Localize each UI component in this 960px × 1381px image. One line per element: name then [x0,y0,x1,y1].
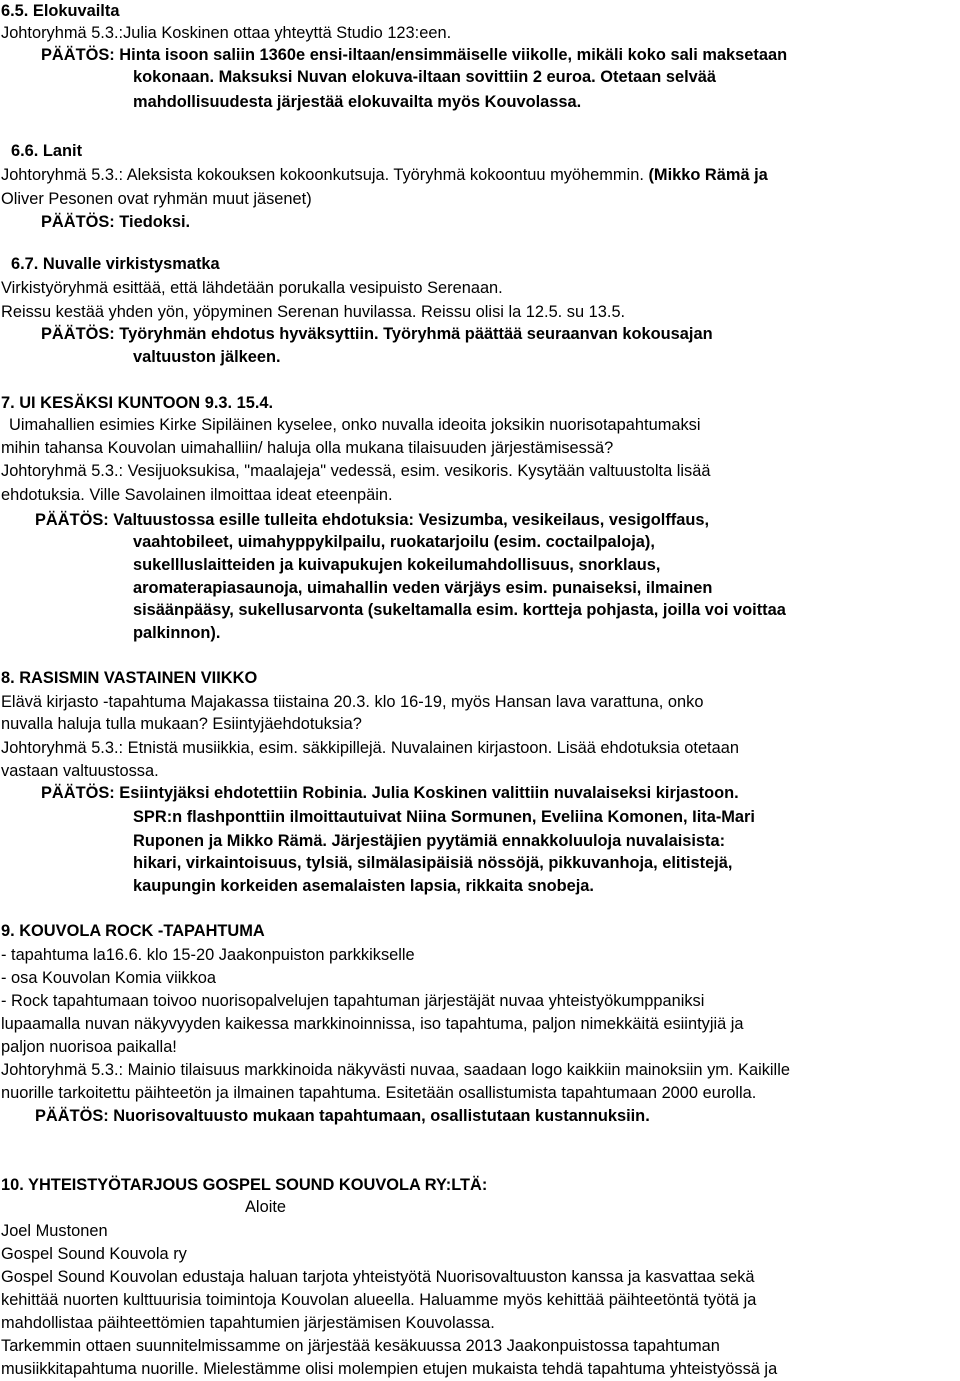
paragraph-line: nuvalla haluja tulla mukaan? Esiintyjäehdotuksia? [1,715,362,733]
decision-line: vaahtobileet, uimahyppykilpailu, ruokatarjoilu (esim. coctailpaloja), [133,533,655,551]
decision-line: aromaterapiasaunoja, uimahallin veden värjäys esim. punaiseksi, ilmainen [133,579,713,597]
decision-line: PÄÄTÖS: Valtuustossa esille tulleita ehdotuksia: Vesizumba, vesikeilaus, vesigolffaus, [35,511,710,529]
paragraph-line: nuorille tarkoitettu päihteetön ja ilmainen tapahtuma. Esitetään osallistumista tapahtumaan 2000 eurolla. [1,1084,757,1102]
paragraph-line: Gospel Sound Kouvolan edustaja haluan tarjota yhteistyötä Nuorisovaltuuston kanssa ja kasvattaa sekä [1,1268,755,1286]
decision-line: kaupungin korkeiden asemalaisten lapsia, rikkaita snobeja. [133,877,594,895]
decision-line: valtuuston jälkeen. [133,348,281,366]
paragraph-line: - tapahtuma la16.6. klo 15-20 Jaakonpuiston parkkikselle [1,946,415,964]
paragraph-line: musiikkitapahtuma nuorille. Mielestämme olisi molempien etujen mukaista tehdä tapahtuma yhteistyössä ja [1,1360,778,1378]
decision-line: PÄÄTÖS: Tiedoksi. [41,213,191,231]
decision-line: palkinnon). [133,624,221,642]
section-heading-9: 9. KOUVOLA ROCK -TAPAHTUMA [1,922,265,940]
paragraph-line: Virkistyöryhmä esittää, että lähdetään porukalla vesipuisto Serenaan. [1,279,503,297]
decision-line: kokonaan. Maksuksi Nuvan elokuva-iltaan sovittiin 2 euroa. Otetaan selvää [133,68,716,86]
decision-line: hikari, virkaintoisuus, tylsiä, silmälasipäisiä nössöjä, pikkuvanhoja, elitistejä, [133,854,733,872]
decision-line: Ruponen ja Mikko Rämä. Järjestäjien pyytämiä ennakkoluuloja nuvalaisista: [133,832,726,850]
section-heading-7: 7. UI KESÄKSI KUNTOON 9.3. 15.4. [1,394,274,412]
paragraph-line: Tarkemmin ottaen suunnitelmissamme on järjestää kesäkuussa 2013 Jaakonpuistossa tapahtuman [1,1337,720,1355]
section-heading-10: 10. YHTEISTYÖTARJOUS GOSPEL SOUND KOUVOLA RY:LTÄ: [1,1176,488,1194]
paragraph-line: Johtoryhmä 5.3.:Julia Koskinen ottaa yhteyttä Studio 123:een. [1,24,452,42]
paragraph-line: - osa Kouvolan Komia viikkoa [1,969,217,987]
paragraph-line: Oliver Pesonen ovat ryhmän muut jäsenet) [1,190,312,208]
decision-line: PÄÄTÖS: Hinta isoon saliin 1360e ensi-iltaan/ensimmäiselle viikolle, mikäli koko sali maksetaan [41,46,788,64]
decision-line: sukellluslaitteiden ja kuivapukujen kokeilumahdollisuus, snorklaus, [133,556,661,574]
paragraph-line: lupaamalla nuvan näkyvyyden kaikessa markkinoinnissa, iso tapahtuma, paljon nimekkäitä esiintyjiä ja [1,1015,744,1033]
decision-line: PÄÄTÖS: Esiintyjäksi ehdotettiin Robinia. Julia Koskinen valittiin nuvalaiseksi kirjastoon. [41,784,739,802]
decision-line: PÄÄTÖS: Työryhmän ehdotus hyväksyttiin. Työryhmä päättää seuraanvan kokousajan [41,325,713,343]
decision-line: SPR:n flashponttiin ilmoittautuivat Niina Sormunen, Eveliina Komonen, Iita-Mari [133,808,755,826]
paragraph-line: Johtoryhmä 5.3.: Vesijuoksukisa, "maalajeja" vedessä, esim. vesikoris. Kysytään valtuustolta lisää [1,462,711,480]
section-heading-6-5: 6.5. Elokuvailta [1,2,120,20]
author-name: Joel Mustonen [1,1222,108,1240]
paragraph-line: mahdollistaa päihteettömien tapahtumien järjestämisen Kouvolassa. [1,1314,495,1332]
paragraph-line: ehdotuksia. Ville Savolainen ilmoittaa ideat eteenpäin. [1,486,393,504]
paragraph-line: Reissu kestää yhden yön, yöpyminen Serenan huvilassa. Reissu olisi la 12.5. su 13.5. [1,303,626,321]
paragraph-line: Johtoryhmä 5.3.: Aleksista kokouksen kokoonkutsuja. Työryhmä kokoontuu myöhemmin. (Mikko Rämä ja [1,166,768,184]
paragraph-line: kehittää nuorten kulttuurisia toimintoja Kouvolan alueella. Haluamme myös kehittää päihteetöntä työtä ja [1,1291,757,1309]
decision-line: sisäänpääsy, sukellusarvonta (sukeltamalla esim. kortteja pohjasta, joilla voi voittaa [133,601,786,619]
paragraph-line: - Rock tapahtumaan toivoo nuorisopalvelujen tapahtuman järjestäjät nuvaa yhteistyökumppaniksi [1,992,705,1010]
paragraph-line: paljon nuorisoa paikalla! [1,1038,177,1056]
paragraph-line: mihin tahansa Kouvolan uimahalliin/ haluja olla mukana tilaisuuden järjestämisessä? [1,439,614,457]
paragraph-line: Uimahallien esimies Kirke Sipiläinen kyselee, onko nuvalla ideoita joksikin nuorisotapahtumaksi [9,416,701,434]
subheading: Aloite [245,1198,287,1216]
decision-line: PÄÄTÖS: Nuorisovaltuusto mukaan tapahtumaan, osallistutaan kustannuksiin. [35,1107,650,1125]
paragraph-line: Elävä kirjasto -tapahtuma Majakassa tiistaina 20.3. klo 16-19, myös Hansan lava varattuna, onko [1,693,704,711]
section-heading-8: 8. RASISMIN VASTAINEN VIIKKO [1,669,258,687]
paragraph-line: Johtoryhmä 5.3.: Mainio tilaisuus markkinoida näkyvästi nuvaa, saadaan logo kaikkiin mainoksiin ym. Kaikille [1,1061,790,1079]
organization-name: Gospel Sound Kouvola ry [1,1245,187,1263]
section-heading-6-7: 6.7. Nuvalle virkistysmatka [11,255,220,273]
decision-line: mahdollisuudesta järjestää elokuvailta myös Kouvolassa. [133,93,582,111]
paragraph-line: Johtoryhmä 5.3.: Etnistä musiikkia, esim. säkkipillejä. Nuvalainen kirjastoon. Lisää ehdotuksia otetaan [1,739,739,757]
section-heading-6-6: 6.6. Lanit [11,142,83,160]
paragraph-line: vastaan valtuustossa. [1,762,159,780]
